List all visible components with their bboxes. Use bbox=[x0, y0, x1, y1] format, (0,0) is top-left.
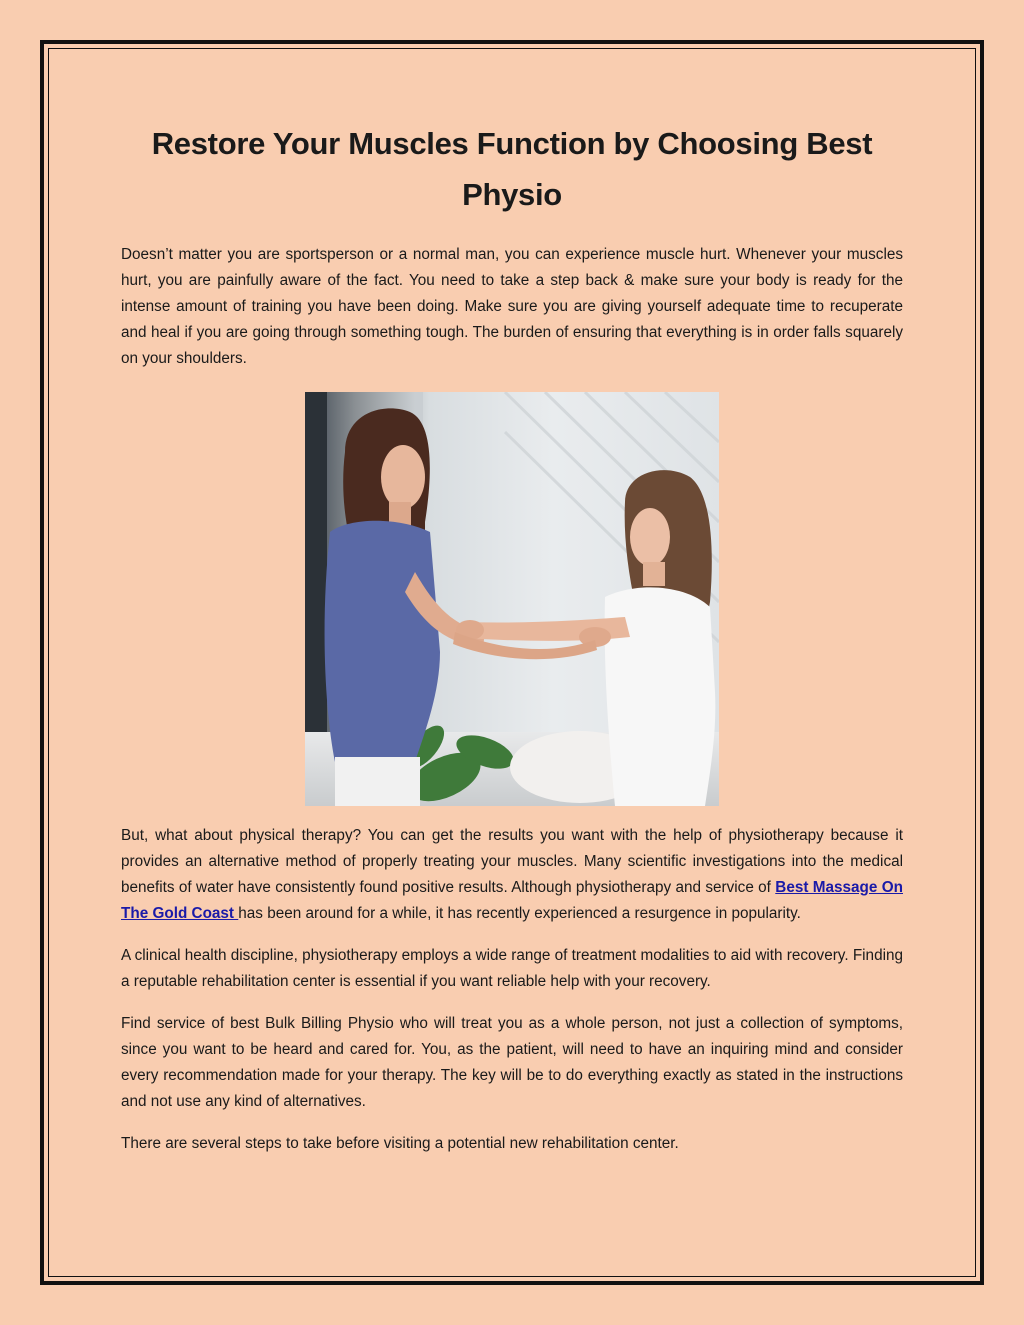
paragraph-clinical-discipline: A clinical health discipline, physiotherapy employs a wide range of treatment modalities to aid with recovery. Finding a reputable rehabilitation center is essential if you want reliable help with your recovery. bbox=[121, 947, 903, 990]
paragraph-physical-therapy bbox=[121, 823, 903, 927]
best-massage-gold-coast-link[interactable]: Best Massage On The Gold Coast bbox=[121, 879, 903, 922]
document-body bbox=[121, 118, 903, 1157]
paragraph-2-text-before-link: But, what about physical therapy? You can get the results you want with the help of physiotherapy because it provides an alternative method of properly treating your muscles. Many scientific investigations into the medical benefits of water have consistently found positive results. Although physiotherapy and service of bbox=[121, 827, 903, 896]
paragraph-bulk-billing: Find service of best Bulk Billing Physio who will treat you as a whole person, not just a collection of symptoms, since you want to be heard and cared for. You, as the patient, will need to have an inquiring mind and consider every recommendation made for your therapy. The key will be to do everything exactly as stated in the instructions and not use any kind of alternatives. bbox=[121, 1015, 903, 1110]
paragraph-2-text-after-link: has been around for a while, it has recently experienced a resurgence in popularity. bbox=[238, 905, 801, 922]
physiotherapy-photo bbox=[305, 392, 719, 806]
document-title: Restore Your Muscles Function by Choosing Best Physio bbox=[151, 126, 873, 212]
paragraph-intro: Doesn’t matter you are sportsperson or a normal man, you can experience muscle hurt. Whenever your muscles hurt, you are painfully aware of the fact. You need to take a step back & make sure your body is ready for the intense amount of training you have been doing. Make sure you are giving yourself adequate time to recuperate and heal if you are going through something tough. The burden of ensuring that everything is in order falls squarely on your shoulders. bbox=[121, 246, 903, 367]
paragraph-steps: There are several steps to take before visiting a potential new rehabilitation center. bbox=[121, 1135, 679, 1152]
